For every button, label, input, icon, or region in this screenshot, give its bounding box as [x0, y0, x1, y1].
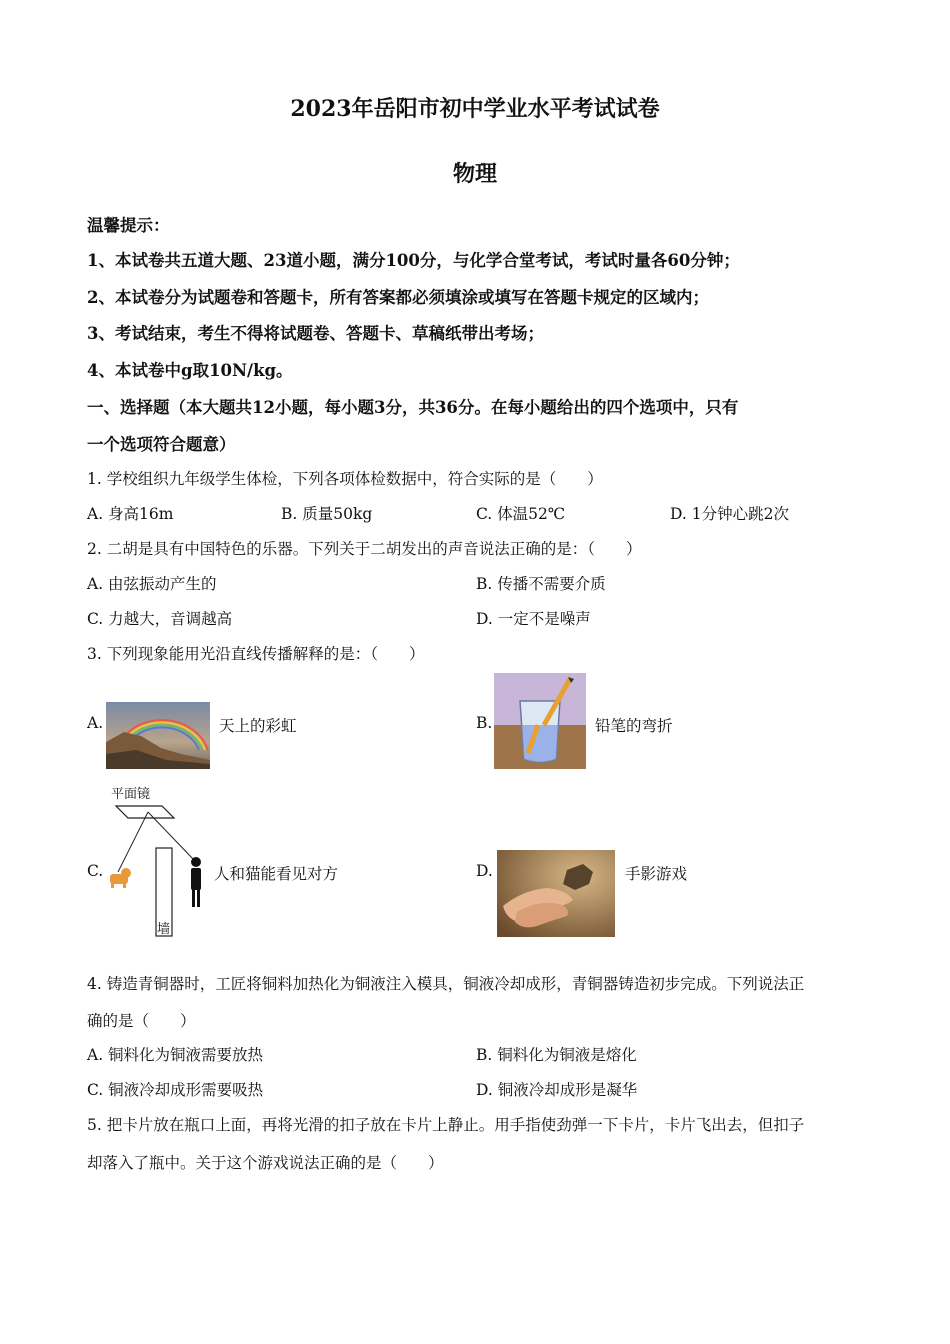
mirror-label: 平面镜	[111, 787, 151, 802]
q4-option-c: C. 铜液冷却成形需要吸热	[87, 1081, 264, 1099]
q4-option-b: B. 铜料化为铜液是熔化	[476, 1046, 637, 1064]
tips-heading: 温馨提示：	[87, 216, 170, 235]
q4-stem-cont: 确的是（ ）	[87, 1012, 196, 1030]
q4-stem: 4. 铸造青铜器时，工匠将铜料加热化为铜液注入模具，铜液冷却成形，青铜器铸造初步完成。下列说法正	[87, 975, 805, 993]
q3-option-b-letter: B.	[476, 714, 493, 732]
tip-item: 3、考试结束，考生不得将试题卷、答题卡、草稿纸带出考场；	[87, 324, 544, 343]
tip-item: 4、本试卷中g取10N/kg。	[87, 361, 293, 380]
q2-option-a: A. 由弦振动产生的	[87, 575, 217, 593]
q1-stem: 1. 学校组织九年级学生体检，下列各项体检数据中，符合实际的是（ ）	[87, 470, 603, 488]
q2-stem: 2. 二胡是具有中国特色的乐器。下列关于二胡发出的声音说法正确的是：（ ）	[87, 540, 642, 558]
q1-option-a: A. 身高16m	[87, 505, 174, 523]
q3-option-b-text: 铅笔的弯折	[595, 717, 673, 735]
hand-shadow-photo-icon	[497, 850, 615, 937]
tip-item: 1、本试卷共五道大题、23道小题，满分100分，与化学合堂考试，考试时量各60分钟；	[87, 251, 740, 270]
q4-option-a: A. 铜料化为铜液需要放热	[87, 1046, 264, 1064]
q3-option-a-text: 天上的彩虹	[219, 717, 297, 735]
q3-option-d-letter: D.	[476, 862, 493, 880]
q1-option-b: B. 质量50kg	[281, 505, 373, 523]
mirror-diagram-icon	[104, 780, 214, 940]
q2-option-c: C. 力越大，音调越高	[87, 610, 233, 628]
q3-option-c-letter: C.	[87, 862, 104, 880]
section-heading: 一、选择题（本大题共12小题，每小题3分，共36分。在每小题给出的四个选项中，只有	[87, 398, 739, 417]
pencil-in-water-photo-icon	[494, 673, 586, 769]
q4-option-d: D. 铜液冷却成形是凝华	[476, 1081, 638, 1099]
wall-label: 墙	[157, 922, 171, 937]
rainbow-photo-icon	[106, 702, 210, 769]
q3-option-d-text: 手影游戏	[625, 865, 688, 883]
q3-option-a-letter: A.	[87, 714, 104, 732]
q3-stem: 3. 下列现象能用光沿直线传播解释的是：（ ）	[87, 645, 425, 663]
page-title: 2023年岳阳市初中学业水平考试试卷	[290, 96, 660, 122]
q2-option-b: B. 传播不需要介质	[476, 575, 606, 593]
q3-option-c-text: 人和猫能看见对方	[214, 865, 339, 883]
tip-item: 2、本试卷分为试题卷和答题卡，所有答案都必须填涂或填写在答题卡规定的区域内；	[87, 288, 709, 307]
q5-stem-cont: 却落入了瓶中。关于这个游戏说法正确的是（ ）	[87, 1154, 444, 1172]
q1-option-c: C. 体温52℃	[476, 505, 566, 523]
q2-option-d: D. 一定不是噪声	[476, 610, 591, 628]
q1-option-d: D. 1分钟心跳2次	[670, 505, 789, 523]
q5-stem: 5. 把卡片放在瓶口上面，再将光滑的扣子放在卡片上静止。用手指使劲弹一下卡片，卡片飞出去，但扣子	[87, 1116, 805, 1134]
subject-title: 物理	[452, 161, 497, 187]
section-heading-cont: 一个选项符合题意）	[87, 435, 236, 454]
